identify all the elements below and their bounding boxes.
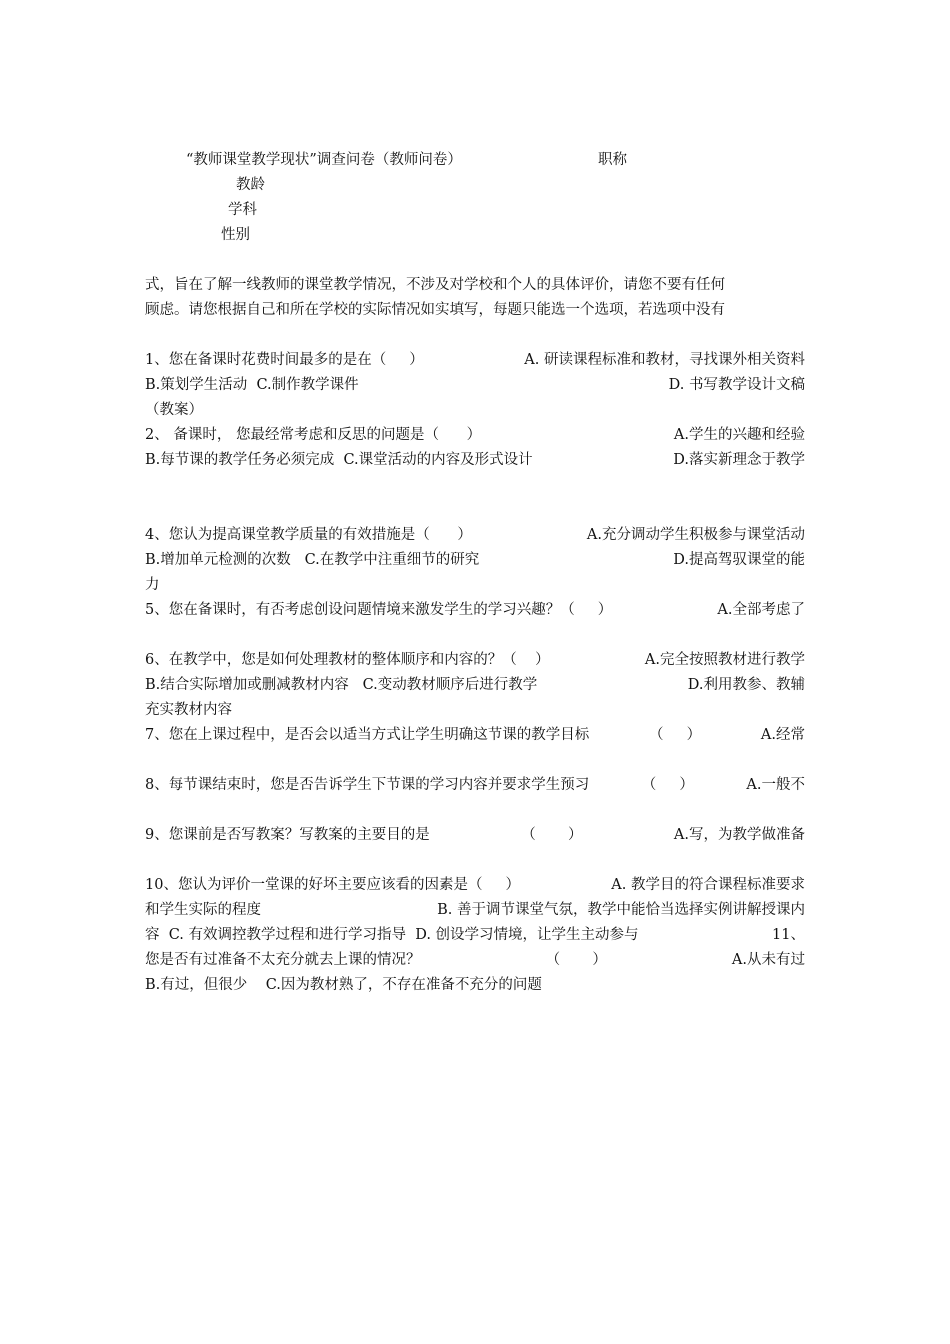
option-a: A.写，为教学做准备: [673, 827, 805, 843]
question-text: 8、每节课结束时，您是否告诉学生下节课的学习内容并要求学生预习: [145, 777, 590, 793]
field-label-subject: 学科: [228, 202, 257, 218]
option-cd: 容 C. 有效调控教学过程和进行学习指导 D. 创设学习情境，让学生主动参与: [145, 927, 639, 943]
question-text: 1、您在备课时花费时间最多的是在（ ）: [145, 352, 424, 368]
question-text: 6、在教学中，您是如何处理教材的整体顺序和内容的？（ ）: [145, 652, 550, 668]
question-2: [145, 423, 805, 448]
question-2-options: [145, 448, 805, 473]
question-3: [145, 473, 805, 498]
question-7-options: [145, 748, 805, 773]
intro-line-4: [145, 323, 805, 348]
question-7: [145, 723, 805, 748]
question-5-options: [145, 623, 805, 648]
question-9-options: [145, 848, 805, 873]
question-text: 4、您认为提高课堂教学质量的有效措施是（ ）: [145, 527, 472, 543]
option-a-cont: 和学生实际的程度: [145, 902, 261, 918]
question-text: 10、您认为评价一堂课的好坏主要应该看的因素是（ ）: [145, 877, 520, 893]
question-8: [145, 773, 805, 798]
question-1: [145, 348, 805, 373]
option-d: D.落实新理念于教学: [673, 452, 805, 468]
question-9: [145, 823, 805, 848]
intro-line-1: [145, 248, 805, 273]
option-a: A.一般不: [746, 777, 805, 793]
option-a: A.全部考虑了: [717, 602, 805, 618]
option-a: A.学生的兴趣和经验: [673, 427, 805, 443]
intro-line-2: 式，旨在了解一线教师的课堂教学情况，不涉及对学校和个人的具体评价，请您不要有任何: [145, 277, 725, 293]
question-text: 2、 备课时， 您最经常考虑和反思的问题是（ ）: [145, 427, 482, 443]
question-1-options-cont: （教案）: [145, 402, 203, 418]
question-11: [145, 948, 805, 973]
question-10-options-cont: [145, 923, 805, 948]
option-bc: B.策划学生活动 C.制作教学课件: [145, 377, 359, 393]
question-10-options: [145, 898, 805, 923]
question-5: [145, 598, 805, 623]
question-6-options-cont: 充实教材内容: [145, 702, 232, 718]
question-4: [145, 523, 805, 548]
field-label-years: 教龄: [236, 177, 265, 193]
answer-blank: （ ）: [545, 952, 607, 968]
option-b: B. 善于调节课堂气氛，教学中能恰当选择实例讲解授课内: [437, 902, 805, 918]
question-text: 9、您课前是否写教案？写教案的主要目的是: [145, 827, 430, 843]
option-a: A.从未有过: [731, 952, 805, 968]
answer-blank: （ ）: [641, 777, 694, 793]
survey-title: “教师课堂教学现状”调查问卷（教师问卷）: [186, 152, 462, 168]
field-label-gender: 性别: [221, 227, 250, 243]
question-4-options: [145, 548, 805, 573]
intro-line-3: 顾虑。请您根据自己和所在学校的实际情况如实填写，每题只能选一个选项，若选项中没有: [145, 302, 725, 318]
option-a: A. 研读课程标准和教材，寻找课外相关资料: [524, 352, 805, 368]
field-label-title: 职称: [598, 152, 627, 168]
answer-blank: （ ）: [521, 827, 583, 843]
question-text: 您是否有过准备不太充分就去上课的情况？: [145, 952, 421, 968]
question-4-options-cont: 力: [145, 577, 160, 593]
option-d: D. 书写教学设计文稿: [668, 377, 805, 393]
option-bc: B.增加单元检测的次数 C.在教学中注重细节的研究: [145, 552, 480, 568]
option-a: A.完全按照教材进行教学: [644, 652, 805, 668]
option-d: D.提高驾驭课堂的能: [673, 552, 805, 568]
option-a: A.经常: [760, 727, 805, 743]
question-6: [145, 648, 805, 673]
question-3-options: [145, 498, 805, 523]
option-bc: B.每节课的教学任务必须完成 C.课堂活动的内容及形式设计: [145, 452, 533, 468]
question-text: 5、您在备课时，有否考虑创设问题情境来激发学生的学习兴趣？（ ）: [145, 602, 613, 618]
question-10: [145, 873, 805, 898]
option-bc: B.结合实际增加或删减教材内容 C.变动教材顺序后进行教学: [145, 677, 538, 693]
question-6-options: [145, 673, 805, 698]
question-11-number: 11、: [772, 927, 805, 943]
answer-blank: （ ）: [649, 727, 702, 743]
option-a: A.充分调动学生积极参与课堂活动: [586, 527, 805, 543]
question-11-options: B.有过，但很少 C.因为教材熟了，不存在准备不充分的问题: [145, 977, 542, 993]
question-8-options: [145, 798, 805, 823]
question-1-options: [145, 373, 805, 398]
option-d: D.利用教参、教辅: [687, 677, 805, 693]
question-text: 7、您在上课过程中，是否会以适当方式让学生明确这节课的教学目标: [145, 727, 590, 743]
option-a: A. 教学目的符合课程标准要求: [611, 877, 805, 893]
